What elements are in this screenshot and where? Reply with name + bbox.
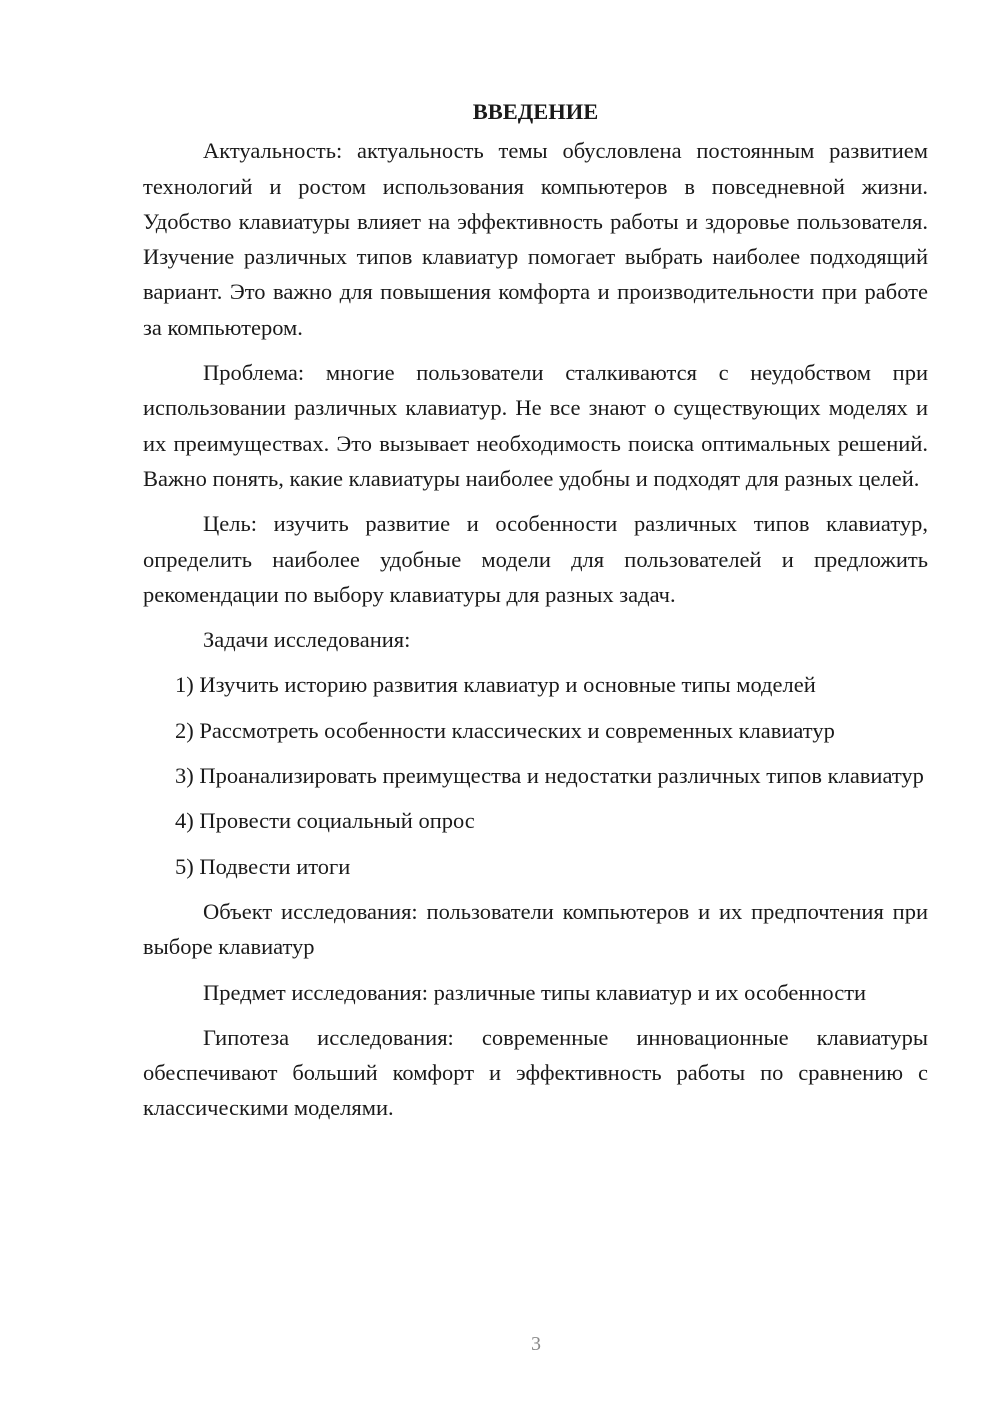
subject-paragraph: Предмет исследования: различные типы клавиатур и их особенности xyxy=(203,979,867,1005)
task-item: 1) Изучить историю развития клавиатур и основные типы моделей xyxy=(175,672,816,698)
page-number: 3 xyxy=(531,1333,541,1355)
page-title: ВВЕДЕНИЕ xyxy=(472,99,599,124)
hypothesis-paragraph: Гипотеза исследования: современные инновационные клавиатуры обеспечивают больший комфорт и эффективность работы по сравнению с классическими моделями. xyxy=(143,1024,928,1121)
object-paragraph: Объект исследования: пользователи компьютеров и их предпочтения при выборе клавиатур xyxy=(143,898,928,960)
relevance-paragraph: Актуальность: актуальность темы обусловлена постоянным развитием технологий и ростом использования компьютеров в повседневной жизни. Удобство клавиатуры влияет на эффективность работы и здоровье пользователя. Изучение различных типов клавиатур помогает выбрать наиболее подходящий вариант. Это важно для повышения комфорта и производительности при работе за компьютером. xyxy=(143,138,928,340)
tasks-heading: Задачи исследования: xyxy=(203,627,411,653)
goal-paragraph: Цель: изучить развитие и особенности различных типов клавиатур, определить наиболее удобные модели для пользователей и предложить рекомендации по выбору клавиатуры для разных задач. xyxy=(143,511,928,607)
task-item: 5) Подвести итоги xyxy=(175,853,351,879)
document-page xyxy=(143,94,928,1136)
problem-paragraph: Проблема: многие пользователи сталкиваются с неудобством при использовании различных клавиатур. Не все знают о существующих моделях и их преимуществах. Это вызывает необходимость поиска оптимальных решений. Важно понять, какие клавиатуры наиболее удобны и подходят для разных целей. xyxy=(143,360,928,491)
task-item: 4) Провести социальный опрос xyxy=(175,808,475,834)
task-item: 3) Проанализировать преимущества и недостатки различных типов клавиатур xyxy=(175,763,924,789)
task-item: 2) Рассмотреть особенности классических и современных клавиатур xyxy=(175,717,835,743)
